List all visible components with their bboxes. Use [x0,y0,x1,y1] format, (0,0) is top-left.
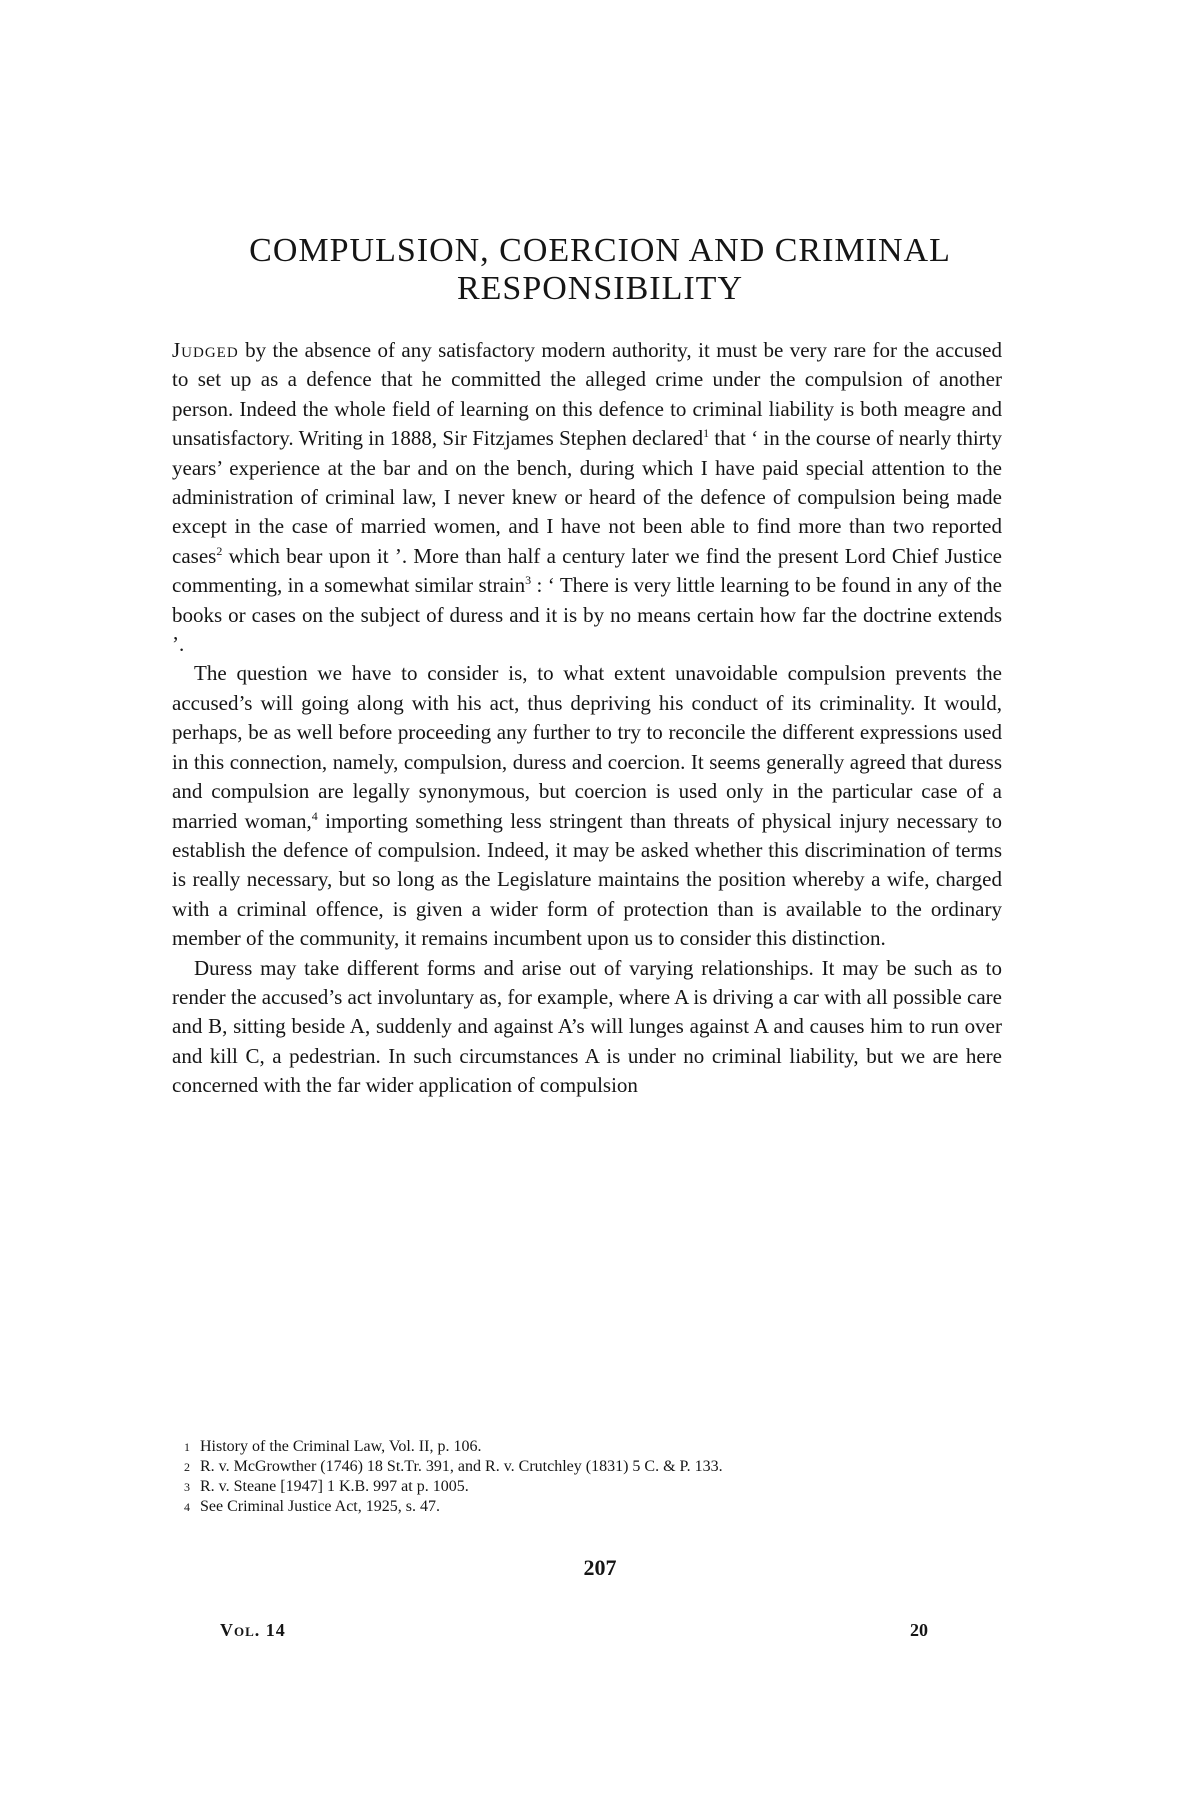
paragraph-1-text-c: which bear upon it ’. More than half a century later we find the present Lord Chief Justice commenting, in a somewhat similar strain [172,543,1002,598]
paragraph-2-text-a: The question we have to consider is, to what extent unavoidable compulsion prevents the accused’s will going along with his act, thus depriving his conduct of its criminality. It would, perhaps, be as well before proceeding any further to try to reconcile the different expressions used in this connection, namely, compulsion, duress and coercion. It seems generally agreed that duress and compulsion are legally synonymous, but coercion is used only in the particular case of a married woman, [172,661,1002,833]
article-title-line-2: RESPONSIBILITY [456,270,744,307]
article-body [172,336,1002,1101]
paragraph-3 [172,954,1002,1101]
footnote-4-text: See Criminal Justice Act, 1925, s. 47. [200,1498,440,1515]
paragraph-1-text-a: by the absence of any satisfactory modern authority, it must be very rare for the accused to set up as a defence that he committed the alleged crime under the compulsion of another person. Indeed the whole field of learning on this defence to criminal liability is both meagre and unsatisfactory. Writing in 1888, Sir Fitzjames Stephen declared [172,338,1002,451]
article-title [140,232,1060,308]
footnote-marker-2: 2 [216,543,223,558]
footnote-1 [172,1437,1002,1457]
paragraph-2 [172,659,1002,953]
volume-label: Vol. 14 [220,1620,286,1640]
footnote-2-number: 2 [184,1460,190,1474]
paragraph-1-text-b: that ‘ in the course of nearly thirty years’ experience at the bar and on the bench, during which I have paid special attention to the administration of criminal law, I never knew or heard of the defence of compulsion being made except in the case of married women, and I have not been able to find more than two reported cases [172,426,1002,568]
footnote-3-text: R. v. Steane [1947] 1 K.B. 997 at p. 1005. [200,1478,469,1495]
paragraph-1 [172,336,1002,659]
footnote-4 [172,1497,1002,1517]
footnote-1-text: History of the Criminal Law, Vol. II, p. 106. [200,1438,482,1455]
footnote-marker-3: 3 [525,573,532,588]
paragraph-2-text-b: importing something less stringent than threats of physical injury necessary to establish the defence of compulsion. Indeed, it may be asked whether this discrimination of terms is really necessary, but so long as the Legislature maintains the position whereby a wife, charged with a criminal offence, is given a wider form of protection than is available to the ordinary member of the community, it remains incumbent upon us to consider this distinction. [172,808,1002,951]
footnote-3 [172,1477,1002,1497]
footnote-2 [172,1457,1002,1477]
paragraph-1-text-d: : ‘ There is very little learning to be found in any of the books or cases on the subject of duress and it is by no means certain how far the doctrine extends ’. [172,573,1003,657]
footnote-3-number: 3 [184,1480,190,1494]
article-title-line-1: COMPULSION, COERCION AND CRIMINAL [249,232,951,269]
paragraph-lead-word: Judged [172,338,239,362]
footnotes [172,1437,1002,1517]
footnote-2-text: R. v. McGrowther (1746) 18 St.Tr. 391, and R. v. Crutchley (1831) 5 C. & P. 133. [200,1458,723,1475]
footnote-1-number: 1 [184,1440,190,1454]
page-number: 207 [583,1555,617,1580]
footnote-marker-4: 4 [311,808,318,823]
signature-mark: 20 [910,1620,928,1640]
footnote-4-number: 4 [184,1500,190,1514]
footnote-marker-1: 1 [703,426,710,441]
paragraph-3-text: Duress may take different forms and arise out of varying relationships. It may be such as to render the accused’s act involuntary as, for example, where A is driving a car with all possible care and B, sitting beside A, suddenly and against A’s will lunges against A and causes him to run over and kill C, a pedestrian. In such circumstances A is under no criminal liability, but we are here concerned with the far wider application of compulsion [172,955,1002,1098]
